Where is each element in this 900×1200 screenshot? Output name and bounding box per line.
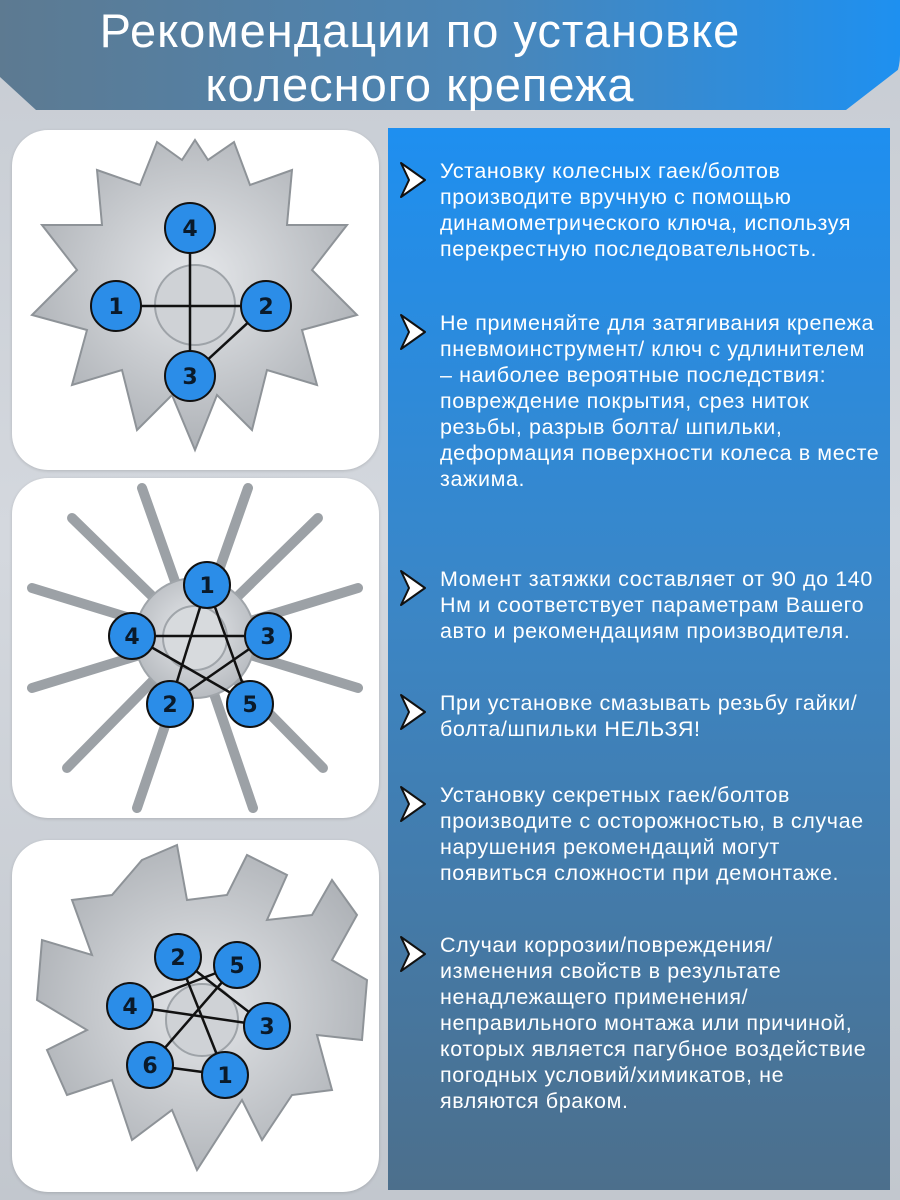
bolt-label: 2 (258, 295, 274, 320)
chevron-right-icon (398, 160, 428, 200)
recommendation-text: Установку колесных гаек/болтов производите вручную с помощью динамометрического ключа, используя перекрестную последовательность. (440, 159, 852, 261)
bolt-label: 4 (124, 625, 140, 650)
bolt-label: 4 (182, 217, 198, 242)
chevron-right-icon (398, 934, 428, 974)
bolt-marker (91, 281, 141, 331)
wheel-panel-6-bolt (12, 840, 379, 1192)
recommendation-text: При установке смазывать резьбу гайки/болта/шпильки НЕЛЬЗЯ! (440, 691, 858, 741)
bolt-marker (184, 562, 230, 608)
bolt-marker (165, 203, 215, 253)
wheel-4-bolt-diagram (12, 130, 379, 470)
recommendation-text: Момент затяжки составляет от 90 до 140 Нм и соответствует параметрам Вашего авто и рекомендациям производителя. (440, 567, 873, 643)
chevron-right-icon (398, 568, 428, 608)
bolt-label: 2 (170, 946, 186, 971)
wheel-panel-4-bolt (12, 130, 379, 470)
bolt-marker (227, 681, 273, 727)
bolt-label: 5 (242, 693, 258, 718)
recommendation-text: Установку секретных гаек/болтов производите с осторожностью, в случае нарушения рекомендаций могут появиться сложности при демонтаже. (440, 783, 864, 885)
bolt-marker (202, 1052, 248, 1098)
page-title: Рекомендации по установке колесного крепежа (99, 4, 741, 111)
bolt-label: 6 (142, 1054, 158, 1079)
chevron-right-icon (398, 784, 428, 824)
bolt-label: 5 (229, 954, 245, 979)
bolt-marker (155, 934, 201, 980)
bolt-label: 1 (199, 574, 215, 599)
bolt-marker (109, 613, 155, 659)
bolt-marker (245, 613, 291, 659)
bolt-label: 3 (260, 625, 276, 650)
bolt-label: 2 (162, 693, 178, 718)
recommendation-text: Не применяйте для затягивания крепежа пневмоинструмент/ ключ с удлинителем – наиболее вероятные последствия: повреждение покрытия, срез ниток резьбы, разрыв болта/ шпильки, деформация поверхности колеса в месте зажима. (440, 311, 880, 491)
bolt-marker (147, 681, 193, 727)
bolt-label: 4 (122, 995, 138, 1020)
chevron-right-icon (398, 312, 428, 352)
bolt-label: 1 (217, 1064, 233, 1089)
bolt-marker (107, 983, 153, 1029)
bolt-label: 3 (259, 1015, 275, 1040)
bolt-marker (165, 351, 215, 401)
bolt-label: 3 (182, 365, 198, 390)
wheel-6-bolt-diagram (12, 840, 379, 1192)
bolt-marker (241, 281, 291, 331)
bolt-marker (244, 1003, 290, 1049)
wheel-panel-5-bolt (12, 478, 379, 818)
recommendations-panel (388, 128, 890, 1190)
bolt-marker (127, 1042, 173, 1088)
wheel-5-bolt-diagram (12, 478, 379, 818)
recommendation-text: Случаи коррозии/повреждения/ изменения свойств в результате ненадлежащего применения/неправильного монтажа или причиной, которых является пагубное воздействие погодных условий/химикатов, не являются браком. (440, 933, 867, 1113)
chevron-right-icon (398, 692, 428, 732)
bolt-label: 1 (108, 295, 124, 320)
bolt-marker (214, 942, 260, 988)
